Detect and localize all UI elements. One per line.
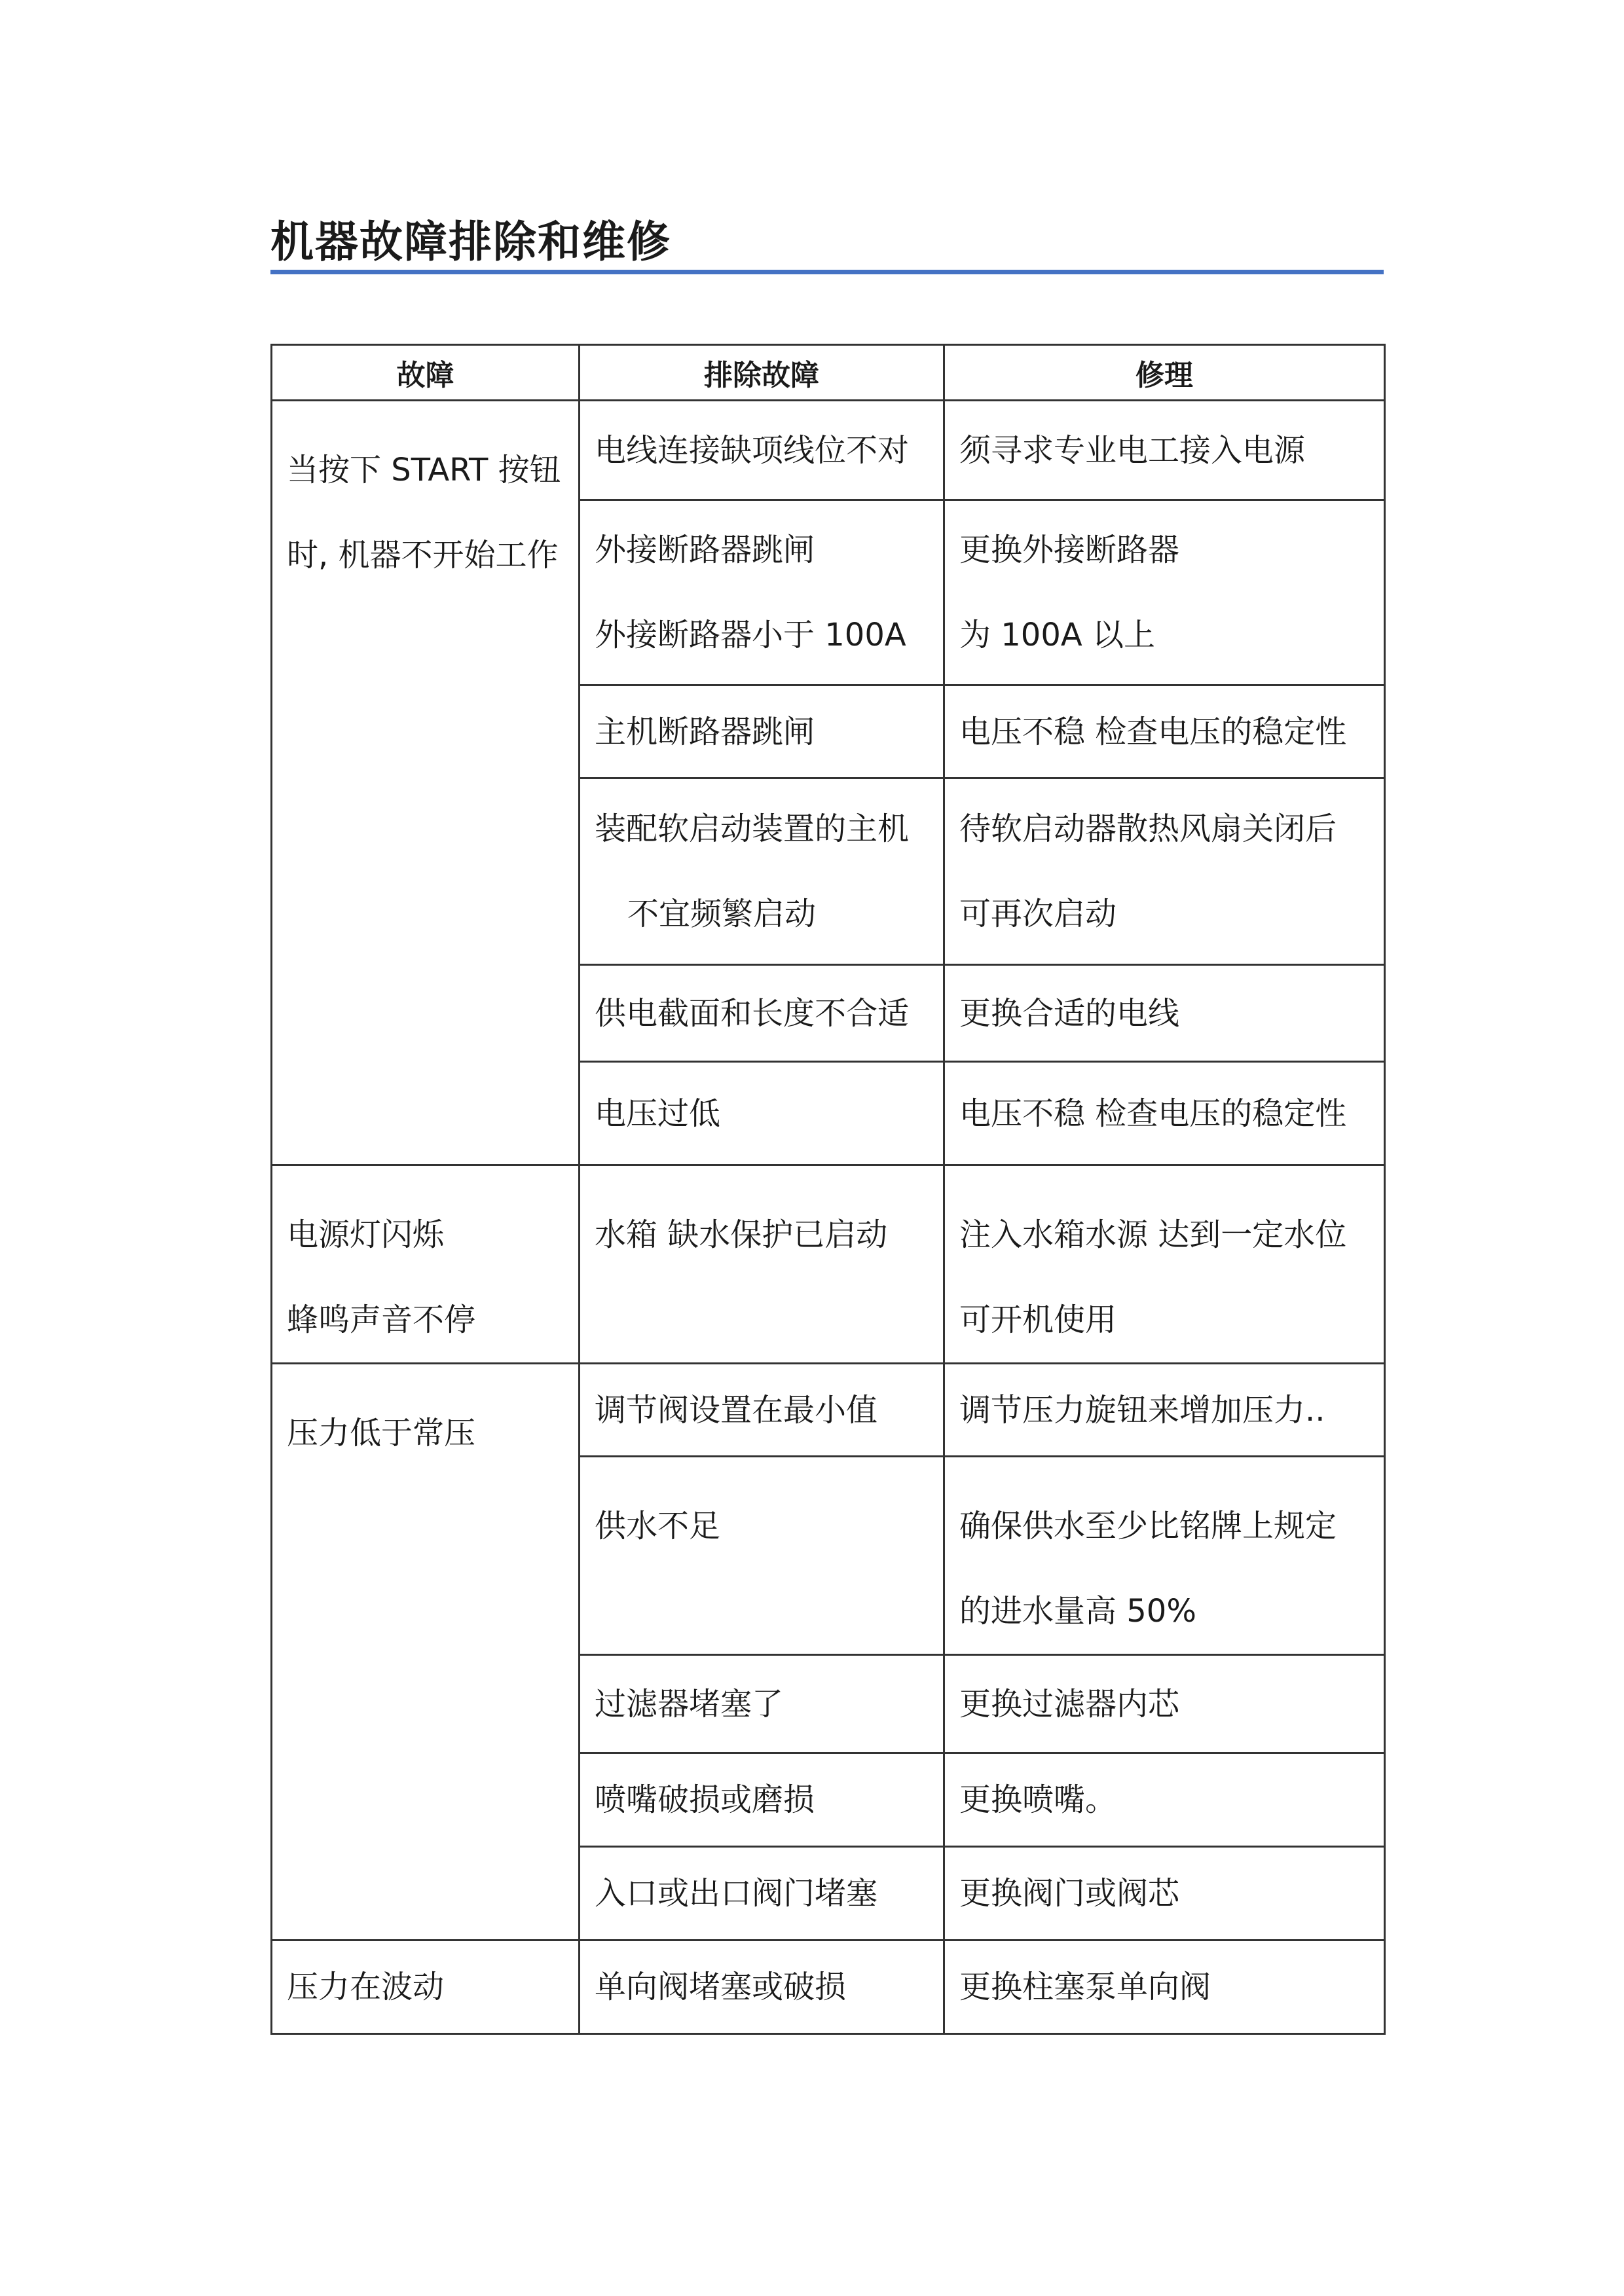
- fix-text: 可开机使用: [959, 1302, 1117, 1338]
- cause-cell: [580, 685, 944, 778]
- fix-text: 更换外接断路器: [959, 532, 1180, 568]
- fix-text: 调节压力旋钮来增加压力..: [959, 1391, 1325, 1429]
- fix-cell: [944, 1364, 1385, 1457]
- cause-text: 过滤器堵塞了: [595, 1685, 784, 1722]
- fault-text: 压力在波动: [287, 1969, 445, 2005]
- fault-text: 当按下 START 按钮: [287, 452, 561, 488]
- fix-cell: [944, 965, 1385, 1062]
- fault-cell: [272, 1941, 580, 2034]
- cause-text: 电压过低: [595, 1095, 721, 1132]
- cause-cell: [580, 1364, 944, 1457]
- cause-text: 供电截面和长度不合适: [595, 994, 910, 1032]
- cause-cell: [580, 500, 944, 685]
- table-row: [272, 1941, 1385, 2034]
- table-row: [272, 1165, 1385, 1364]
- fix-cell: [944, 1847, 1385, 1941]
- header-cause: 排除故障: [580, 345, 944, 401]
- cause-cell: [580, 1655, 944, 1753]
- fault-cell: [272, 1364, 580, 1941]
- fix-text: 确保供水至少比铭牌上规定: [959, 1508, 1337, 1544]
- fix-text: 可再次启动: [959, 896, 1117, 932]
- fix-text: 电压不稳 检查电压的稳定性: [959, 713, 1347, 750]
- cause-text: 单向阀堵塞或破损: [595, 1969, 847, 2005]
- fix-text: 更换喷嘴。: [959, 1781, 1117, 1818]
- fix-cell: [944, 685, 1385, 778]
- fault-text: 时, 机器不开始工作: [287, 537, 559, 574]
- fix-text: 电压不稳 检查电压的稳定性: [959, 1095, 1347, 1132]
- cause-text: 供水不足: [595, 1508, 721, 1544]
- cause-text: 外接断路器小于 100A: [595, 617, 906, 653]
- cause-text: 外接断路器跳闸: [595, 532, 815, 568]
- fix-text: 的进水量高 50%: [959, 1593, 1196, 1630]
- fix-cell: [944, 500, 1385, 685]
- fix-text: 更换过滤器内芯: [959, 1685, 1180, 1722]
- cause-cell: [580, 1062, 944, 1165]
- fix-text: 更换合适的电线: [959, 994, 1180, 1032]
- cause-text: 电线连接缺项线位不对: [595, 431, 910, 469]
- fault-text: 压力低于常压: [287, 1415, 476, 1451]
- header-fault: 故障: [272, 345, 580, 401]
- fix-cell: [944, 401, 1385, 500]
- fix-cell: [944, 778, 1385, 965]
- fix-cell: [944, 1941, 1385, 2034]
- cause-text: 喷嘴破损或磨损: [595, 1781, 815, 1818]
- fault-text: 蜂鸣声音不停: [287, 1302, 476, 1338]
- fix-text: 更换柱塞泵单向阀: [959, 1969, 1211, 2005]
- cause-cell: [580, 1847, 944, 1941]
- fix-cell: [944, 1753, 1385, 1847]
- fix-cell: [944, 1655, 1385, 1753]
- cause-cell: [580, 1941, 944, 2034]
- fix-text: 注入水箱水源 达到一定水位: [959, 1216, 1347, 1253]
- fault-cell: [272, 401, 580, 1165]
- fault-text: 电源灯闪烁: [287, 1216, 445, 1253]
- fix-text: 须寻求专业电工接入电源: [959, 431, 1306, 469]
- fault-cell: [272, 1165, 580, 1364]
- cause-text: 水箱 缺水保护已启动: [595, 1216, 888, 1253]
- table-header-row: [272, 345, 1385, 401]
- page-title: 机器故障排除和维修: [270, 217, 671, 267]
- cause-text: 入口或出口阀门堵塞: [595, 1875, 878, 1912]
- fix-text: 更换阀门或阀芯: [959, 1875, 1180, 1912]
- cause-cell: [580, 965, 944, 1062]
- table-row: [272, 401, 1385, 500]
- cause-cell: [580, 1753, 944, 1847]
- cause-text: 主机断路器跳闸: [595, 713, 815, 750]
- fix-cell: [944, 1165, 1385, 1364]
- troubleshooting-table: [270, 344, 1386, 2035]
- cause-cell: [580, 401, 944, 500]
- fix-cell: [944, 1457, 1385, 1655]
- fix-text: 待软启动器散热风扇关闭后: [959, 811, 1337, 847]
- table-row: [272, 1364, 1385, 1457]
- cause-text: 装配软启动装置的主机: [595, 811, 910, 847]
- fix-cell: [944, 1062, 1385, 1165]
- cause-cell: [580, 1457, 944, 1655]
- cause-text: 不宜频繁启动: [627, 896, 817, 932]
- cause-text: 调节阀设置在最小值: [595, 1391, 878, 1429]
- header-fix: 修理: [944, 345, 1385, 401]
- cause-cell: [580, 778, 944, 965]
- cause-cell: [580, 1165, 944, 1364]
- fix-text: 为 100A 以上: [959, 617, 1155, 653]
- title-rule: [270, 270, 1384, 274]
